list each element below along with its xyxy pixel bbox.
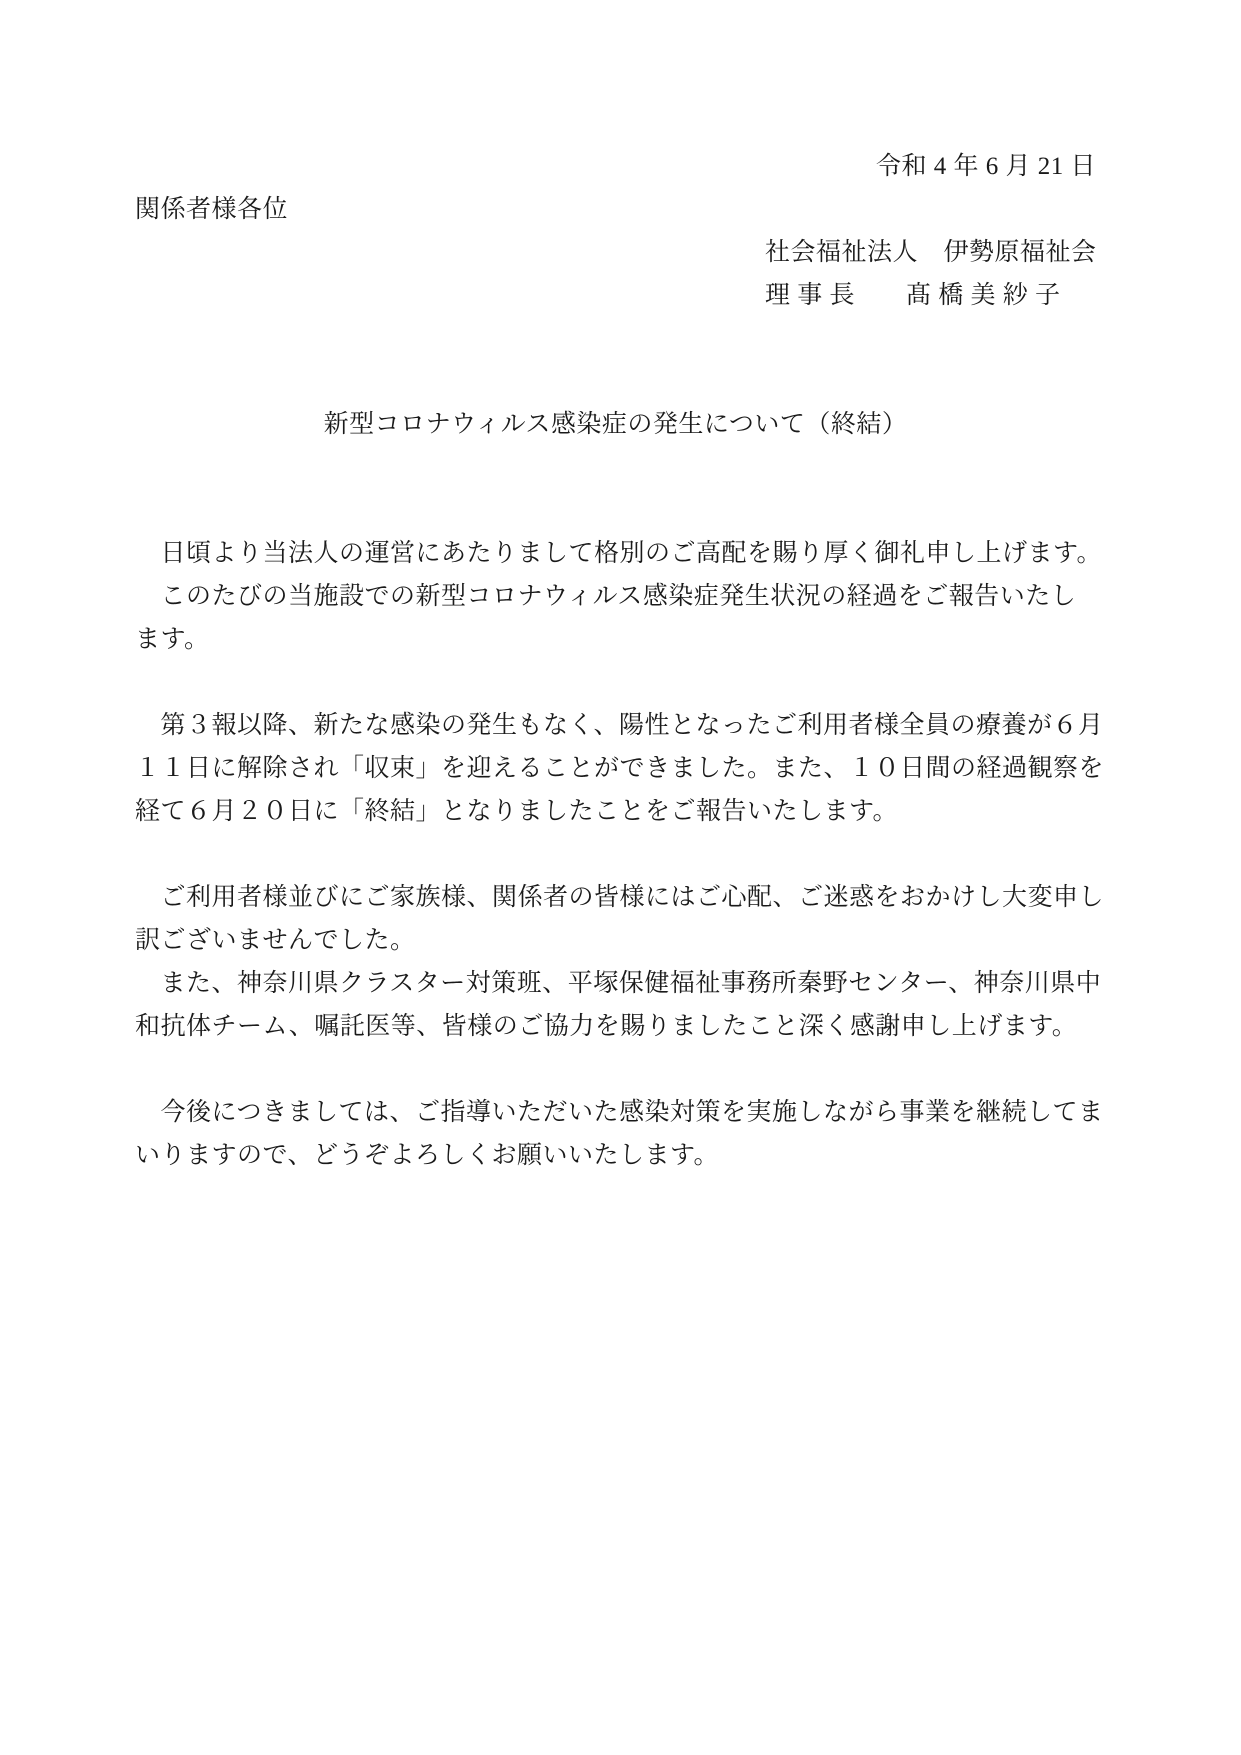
document-body: [135, 532, 1105, 1177]
document-title: 新型コロナウィルス感染症の発生について（終結）: [323, 411, 908, 438]
body-line: ご利用者様並びにご家族様、関係者の皆様にはご心配、ご迷惑をおかけし大変申し: [135, 884, 1105, 911]
document-date: 令和 4 年 6 月 21 日: [875, 153, 1096, 180]
body-line: また、神奈川県クラスター対策班、平塚保健福祉事務所秦野センター、神奈川県中: [135, 970, 1102, 997]
body-line: ます。: [135, 626, 210, 653]
body-line: １１日に解除され「収束」を迎えることができました。また、１０日間の経過観察を: [135, 755, 1105, 782]
recipient-salutation: 関係者様各位: [135, 196, 289, 223]
body-line: いりますので、どうぞよろしくお願いいたします。: [135, 1142, 720, 1169]
body-line: 経て６月２０日に「終結」となりましたことをご報告いたします。: [135, 798, 899, 825]
body-line: 日頃より当法人の運営にあたりまして格別のご高配を賜り厚く御礼申し上げます。: [135, 540, 1103, 567]
organization-name: 社会福祉法人 伊勢原福祉会: [765, 239, 1097, 266]
body-line: 訳ございませんでした。: [135, 927, 416, 954]
signer-name-chairperson: 理 事 長 髙 橋 美 紗 子: [765, 282, 1061, 309]
body-line: 今後につきましては、ご指導いただいた感染対策を実施しながら事業を継続してま: [135, 1099, 1104, 1126]
body-line: 和抗体チーム、嘱託医等、皆様のご協力を賜りましたこと深く感謝申し上げます。: [135, 1013, 1078, 1040]
body-line: 第３報以降、新たな感染の発生もなく、陽性となったご利用者様全員の療養が６月: [135, 712, 1104, 739]
body-line: このたびの当施設での新型コロナウィルス感染症発生状況の経過をご報告いたし: [135, 583, 1077, 610]
